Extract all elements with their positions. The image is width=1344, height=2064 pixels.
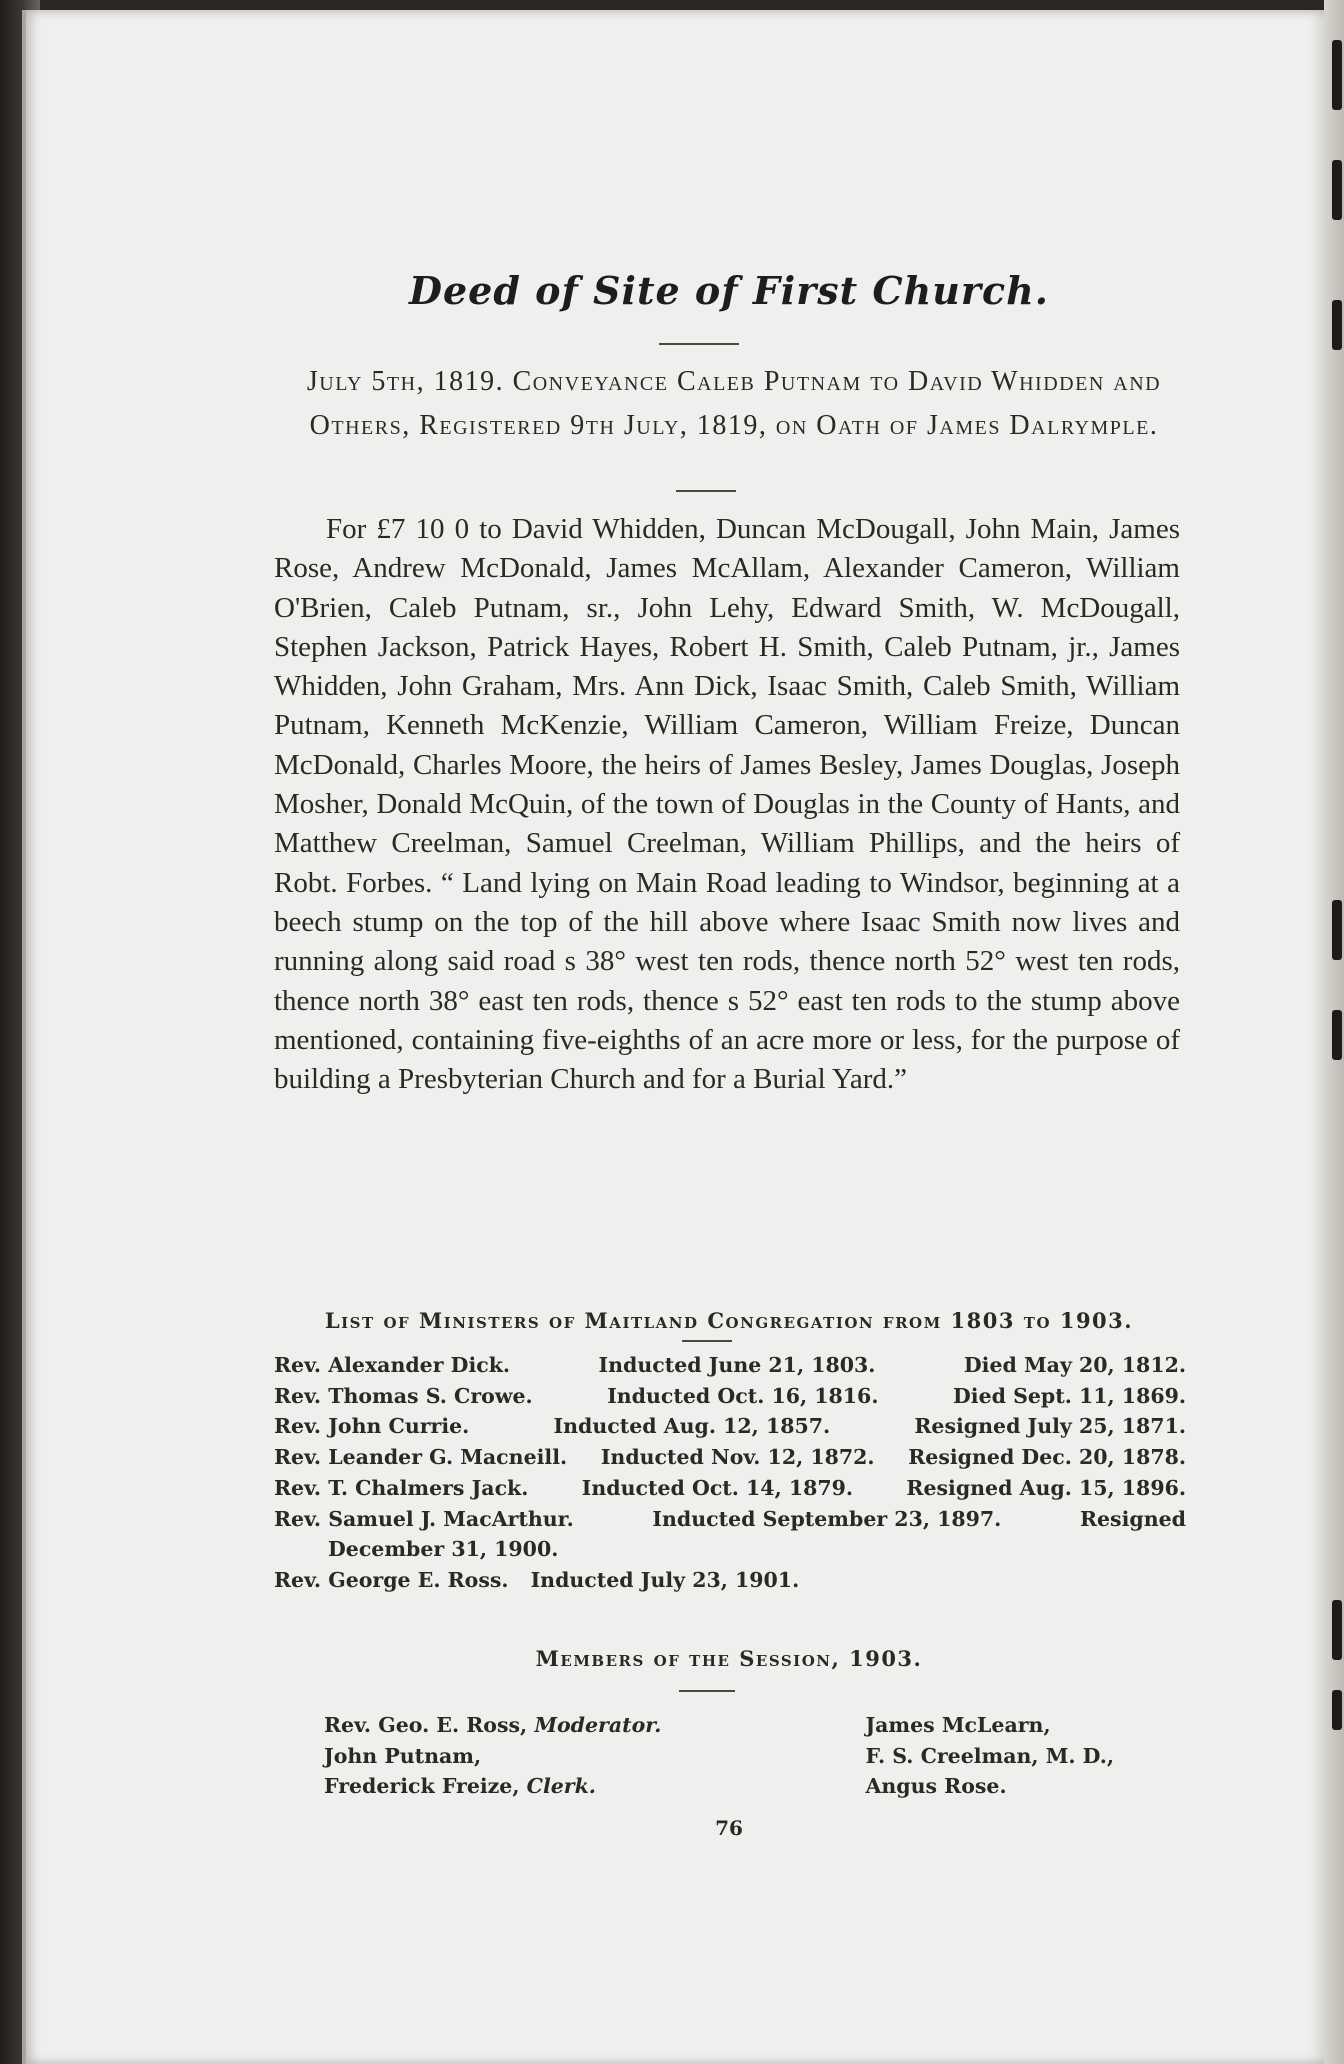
- minister-end: Resigned July 25, 1871.: [914, 1414, 1186, 1439]
- minister-inducted: Inducted Nov. 12, 1872.: [600, 1445, 875, 1470]
- minister-name: Rev. T. Chalmers Jack.: [274, 1475, 529, 1500]
- title-rule: [659, 343, 739, 345]
- member-role: Moderator.: [534, 1713, 662, 1737]
- member-name: Rev. Geo. E. Ross,: [324, 1713, 528, 1737]
- session-members: [324, 1710, 1144, 1802]
- session-heading: Members of the Session, 1903.: [535, 1646, 923, 1671]
- minister-row: [274, 1565, 1186, 1596]
- heading-rule: [676, 490, 736, 492]
- session-member: F. S. Creelman, M. D.,: [865, 1743, 1114, 1768]
- session-member: [324, 1710, 661, 1741]
- minister-name: Rev. John Currie.: [274, 1414, 470, 1439]
- ministers-heading: List of Ministers of Maitland Congregation from 1803 to 1903.: [324, 1308, 1134, 1333]
- page-title: Deed of Site of First Church.: [409, 268, 1049, 313]
- session-member: James McLearn,: [865, 1713, 1051, 1737]
- member-role: Clerk.: [526, 1774, 596, 1798]
- book-page: [22, 10, 1326, 2064]
- minister-end: Died Sept. 11, 1869.: [953, 1383, 1186, 1408]
- binding-edge: [1324, 0, 1344, 2064]
- session-left-column: [324, 1710, 661, 1802]
- minister-inducted: Inducted Oct. 16, 1816.: [607, 1383, 879, 1408]
- minister-inducted: Inducted Oct. 14, 1879.: [581, 1475, 854, 1500]
- minister-end: Died May 20, 1812.: [963, 1353, 1186, 1377]
- minister-end: Resigned Dec. 20, 1878.: [908, 1445, 1186, 1470]
- session-member: [324, 1741, 661, 1772]
- deed-text: For £7 10 0 to David Whidden, Duncan McDougall, John Main, James Rose, Andrew McDonald, James McAllam, Alexander Cameron, William O'Brien, Caleb Putnam, sr., John Lehy, Edward Smith, W. McDougall, Stephen Jackson, Patrick Hayes, Robert H. Smith, Caleb Putnam, jr., James Whidden, John Graham, Mrs. Ann Dick, Isaac Smith, Caleb Smith, William Putnam, Kenneth McKenzie, William Cameron, William Freize, Duncan McDonald, Charles Moore, the heirs of James Besley, James Douglas, Joseph Mosher, Donald McQuin, of the town of Douglas in the County of Hants, and Matthew Creelman, Samuel Creelman, William Phillips, and the heirs of Robt. Forbes. “ Land lying on Main Road leading to Windsor, beginning at a beech stump on the top of the hill above where Isaac Smith now lives and running along said road s 38° west ten rods, thence north 52° west ten rods, thence north 38° east ten rods, thence s 52° east ten rods to the stump above mentioned, containing five-eighths of an acre more or less, for the purpose of building a Presbyterian Church and for a Burial Yard.”: [274, 513, 1180, 1096]
- minister-end: Resigned Aug. 15, 1896.: [906, 1475, 1186, 1500]
- ministers-rule: [682, 1340, 732, 1342]
- minister-name: Rev. Thomas S. Crowe.: [274, 1383, 533, 1408]
- minister-row: [274, 1381, 1186, 1412]
- minister-inducted: Inducted September 23, 1897.: [652, 1506, 1002, 1531]
- minister-continuation: December 31, 1900.: [328, 1537, 559, 1562]
- session-right-column: [865, 1710, 1114, 1802]
- member-name: John Putnam,: [324, 1743, 482, 1768]
- deed-heading: July 5th, 1819. Conveyance Caleb Putnam to David Whidden and Others, Registered 9th July, 1819, on Oath of James Dalrymple.: [306, 366, 1162, 441]
- minister-end: Resigned: [1079, 1506, 1186, 1531]
- session-member: [324, 1771, 661, 1802]
- minister-name: Rev. Alexander Dick.: [274, 1353, 511, 1377]
- minister-row: [274, 1473, 1186, 1504]
- ministers-list: [274, 1350, 1186, 1596]
- member-name: Frederick Freize,: [324, 1774, 520, 1798]
- minister-inducted: Inducted Aug. 12, 1857.: [553, 1414, 831, 1439]
- minister-name: Rev. George E. Ross.: [274, 1567, 509, 1592]
- minister-name: Rev. Leander G. Macneill.: [274, 1445, 568, 1470]
- minister-row: [274, 1350, 1186, 1381]
- session-rule: [679, 1690, 735, 1692]
- session-member: Angus Rose.: [865, 1774, 1007, 1798]
- minister-name: Rev. Samuel J. MacArthur.: [274, 1506, 574, 1531]
- minister-inducted: Inducted July 23, 1901.: [530, 1567, 800, 1592]
- minister-row: [274, 1411, 1186, 1442]
- minister-inducted: Inducted June 21, 1803.: [598, 1353, 876, 1377]
- page-number: 76: [715, 1816, 743, 1840]
- minister-row: [274, 1504, 1186, 1535]
- minister-row: [274, 1442, 1186, 1473]
